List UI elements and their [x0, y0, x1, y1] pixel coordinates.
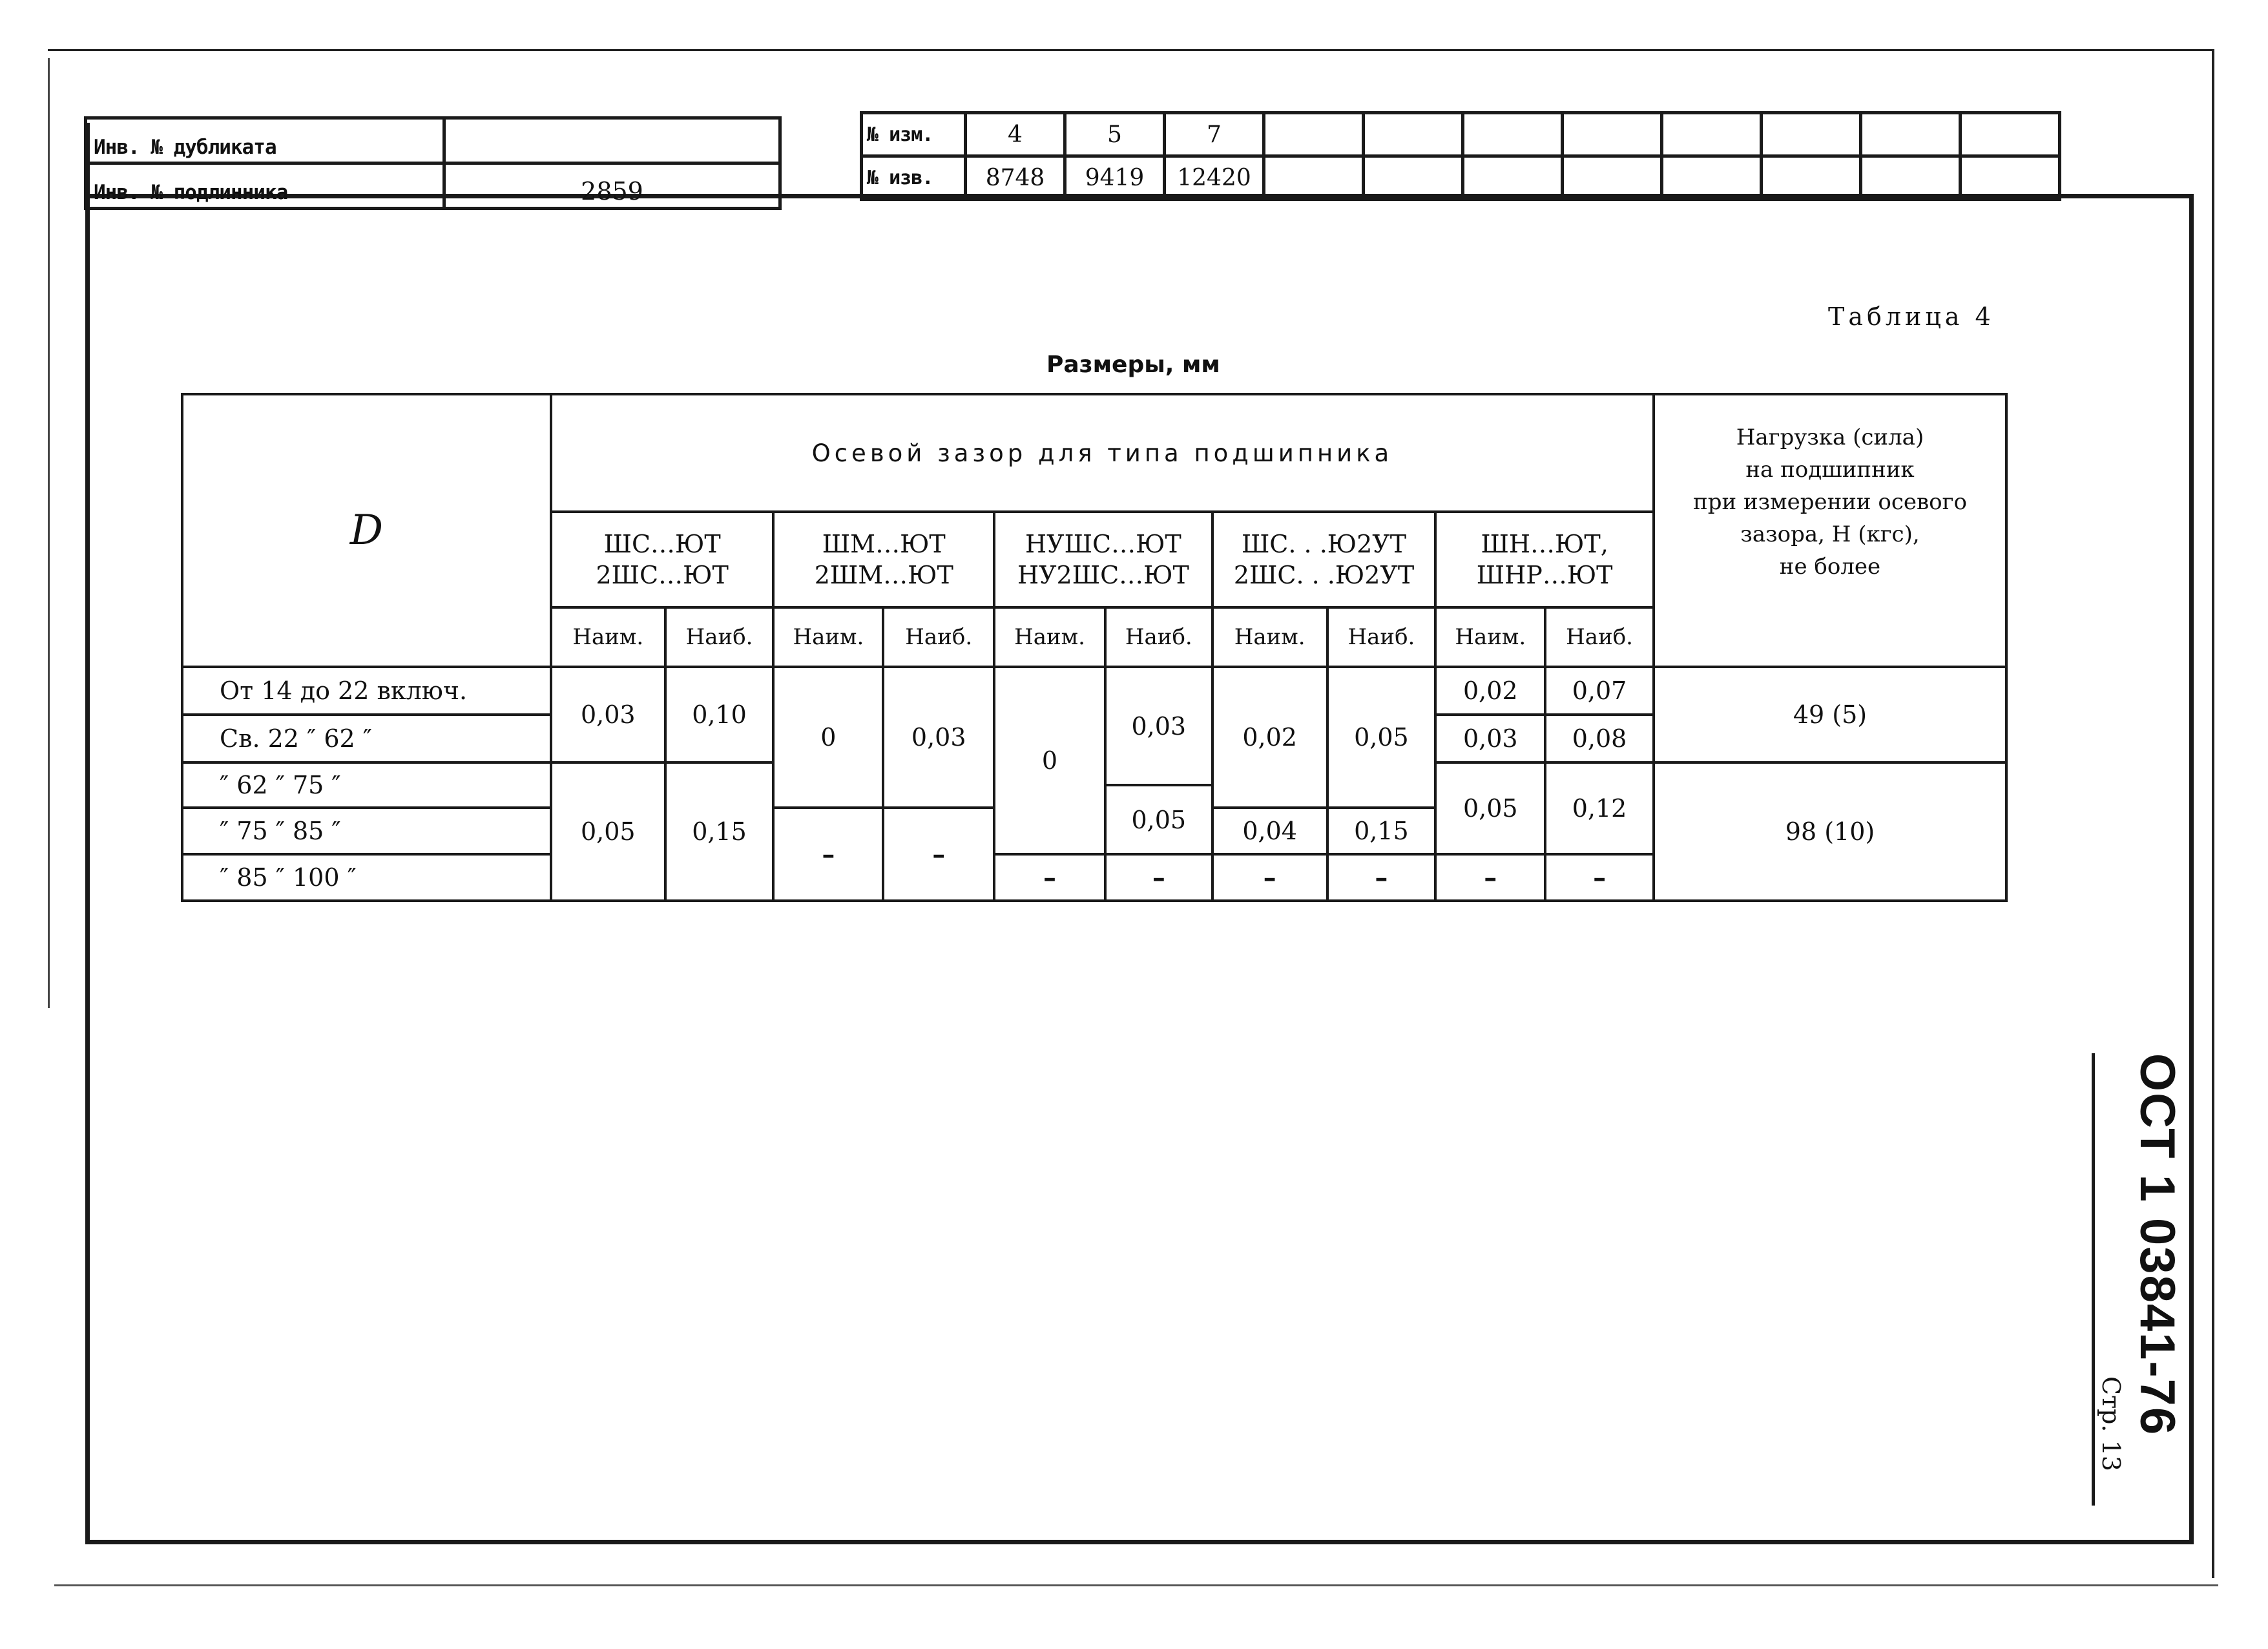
outer-frame-left-edge	[48, 58, 50, 1008]
original-inventory-value: 2859	[444, 163, 780, 209]
bearing-type-shn	[1435, 512, 1654, 607]
value-cell: 0,05	[1327, 667, 1436, 808]
change-cell	[1662, 113, 1762, 156]
diameter-header: D	[182, 394, 551, 667]
max-header: Наиб.	[1545, 607, 1654, 667]
notice-cell	[1762, 156, 1861, 200]
value-cell: 0,05	[1105, 785, 1212, 854]
value-cell: –	[994, 854, 1105, 901]
value-cell: 0,04	[1212, 808, 1327, 854]
value-cell: –	[1435, 854, 1545, 901]
document-code-rule	[2092, 1053, 2095, 1506]
value-cell: 0,03	[1435, 715, 1545, 762]
bearing-type-shm	[773, 512, 994, 607]
diameter-range: ″ 62 ″ 75 ″	[182, 762, 551, 808]
min-header: Наим.	[1212, 607, 1327, 667]
type-line: 2ШМ…ЮТ	[814, 561, 953, 589]
min-header: Наим.	[551, 607, 665, 667]
type-line: ШН…ЮТ,	[1481, 530, 1608, 558]
change-number-label: № изм.	[862, 113, 966, 156]
value-cell: 0,08	[1545, 715, 1654, 762]
bearing-type-nushs	[994, 512, 1212, 607]
diameter-range: Св. 22 ″ 62 ″	[182, 715, 551, 762]
stamp-row	[86, 118, 780, 163]
change-record-stamp	[860, 111, 2061, 201]
load-header	[1654, 394, 2006, 667]
diameter-range: ″ 75 ″ 85 ″	[182, 808, 551, 854]
change-cell	[1264, 113, 1364, 156]
notice-cell	[1364, 156, 1463, 200]
notice-cell	[1264, 156, 1364, 200]
bottom-rule	[54, 1584, 2218, 1586]
load-header-line: зазора, Н (кгс),	[1740, 521, 1920, 547]
units-caption: Размеры, мм	[1046, 352, 1220, 378]
value-cell: –	[1545, 854, 1654, 901]
max-header: Наиб.	[665, 607, 774, 667]
notice-cell	[1563, 156, 1662, 200]
type-line: 2ШС…ЮТ	[596, 561, 729, 589]
type-line: ШС. . .Ю2УТ	[1241, 530, 1407, 558]
value-cell: 0	[994, 667, 1105, 854]
bearing-type-shs	[551, 512, 774, 607]
diameter-range: ″ 85 ″ 100 ″	[182, 854, 551, 901]
notice-cell	[1961, 156, 2060, 200]
max-header: Наиб.	[1105, 607, 1212, 667]
duplicate-inventory-label: Инв. № дубликата	[86, 118, 444, 163]
value-cell: 0,15	[1327, 808, 1436, 854]
stamp-row	[86, 163, 780, 209]
value-cell: 0,10	[665, 667, 774, 762]
value-cell: –	[773, 808, 883, 901]
inventory-stamp	[84, 116, 782, 210]
notice-cell: 12420	[1165, 156, 1264, 200]
min-header: Наим.	[773, 607, 883, 667]
change-cell: 4	[966, 113, 1065, 156]
value-cell: 0,03	[551, 667, 665, 762]
value-cell: 0,12	[1545, 762, 1654, 854]
value-cell: 0,05	[1435, 762, 1545, 854]
document-code: ОСТ 1 03841-76	[2130, 1053, 2185, 1436]
table-row	[182, 667, 2006, 691]
bearing-type-shs-yu2ut	[1212, 512, 1436, 607]
change-cell: 5	[1065, 113, 1165, 156]
min-header: Наим.	[994, 607, 1105, 667]
clearance-caption: Осевой зазор для типа подшипника	[551, 394, 1654, 512]
original-inventory-label: Инв. № подлинника	[86, 163, 444, 209]
change-cell	[1463, 113, 1563, 156]
value-cell: 0,03	[883, 667, 994, 808]
value-cell: –	[883, 808, 994, 901]
diameter-range: От 14 до 22 включ.	[182, 667, 551, 715]
notice-cell	[1463, 156, 1563, 200]
page-number: Стр. 13	[2097, 1376, 2125, 1471]
value-cell: 0,15	[665, 762, 774, 901]
value-cell: 0,03	[1105, 667, 1212, 785]
duplicate-inventory-value	[444, 118, 780, 163]
type-line: ШМ…ЮТ	[822, 530, 946, 558]
change-cell	[1364, 113, 1463, 156]
value-cell: 0,02	[1212, 667, 1327, 808]
type-line: НУ2ШС…ЮТ	[1017, 561, 1189, 589]
notice-number-row	[862, 156, 2060, 200]
load-header-line: Нагрузка (сила)	[1736, 425, 1924, 450]
change-cell	[1563, 113, 1662, 156]
value-cell: –	[1327, 854, 1436, 901]
value-cell: –	[1212, 854, 1327, 901]
value-cell: 0,07	[1545, 667, 1654, 715]
type-line: ШНР…ЮТ	[1476, 561, 1613, 589]
notice-cell	[1861, 156, 1961, 200]
load-header-line: не более	[1779, 554, 1881, 580]
notice-cell: 8748	[966, 156, 1065, 200]
value-cell: 0,02	[1435, 667, 1545, 715]
table-number-label: Таблица 4	[1828, 302, 1995, 331]
notice-cell	[1662, 156, 1762, 200]
notice-cell: 9419	[1065, 156, 1165, 200]
load-header-line: при измерении осевого	[1693, 489, 1967, 515]
change-number-row	[862, 113, 2060, 156]
max-header: Наиб.	[883, 607, 994, 667]
load-header-line: на подшипник	[1745, 457, 1915, 483]
header-row	[182, 394, 2006, 512]
value-cell: 0,05	[551, 762, 665, 901]
min-header: Наим.	[1435, 607, 1545, 667]
change-cell: 7	[1165, 113, 1264, 156]
type-line: НУШС…ЮТ	[1025, 530, 1181, 558]
type-line: 2ШС. . .Ю2УТ	[1233, 561, 1415, 589]
max-header: Наиб.	[1327, 607, 1436, 667]
change-cell	[1861, 113, 1961, 156]
axial-clearance-table	[181, 393, 2008, 902]
type-line: ШС…ЮТ	[603, 530, 721, 558]
change-cell	[1961, 113, 2060, 156]
value-cell: 0	[773, 667, 883, 808]
notice-number-label: № изв.	[862, 156, 966, 200]
value-cell: –	[1105, 854, 1212, 901]
load-value: 49 (5)	[1654, 667, 2006, 762]
change-cell	[1762, 113, 1861, 156]
document-code-block	[2090, 1053, 2187, 1506]
load-value: 98 (10)	[1654, 762, 2006, 901]
